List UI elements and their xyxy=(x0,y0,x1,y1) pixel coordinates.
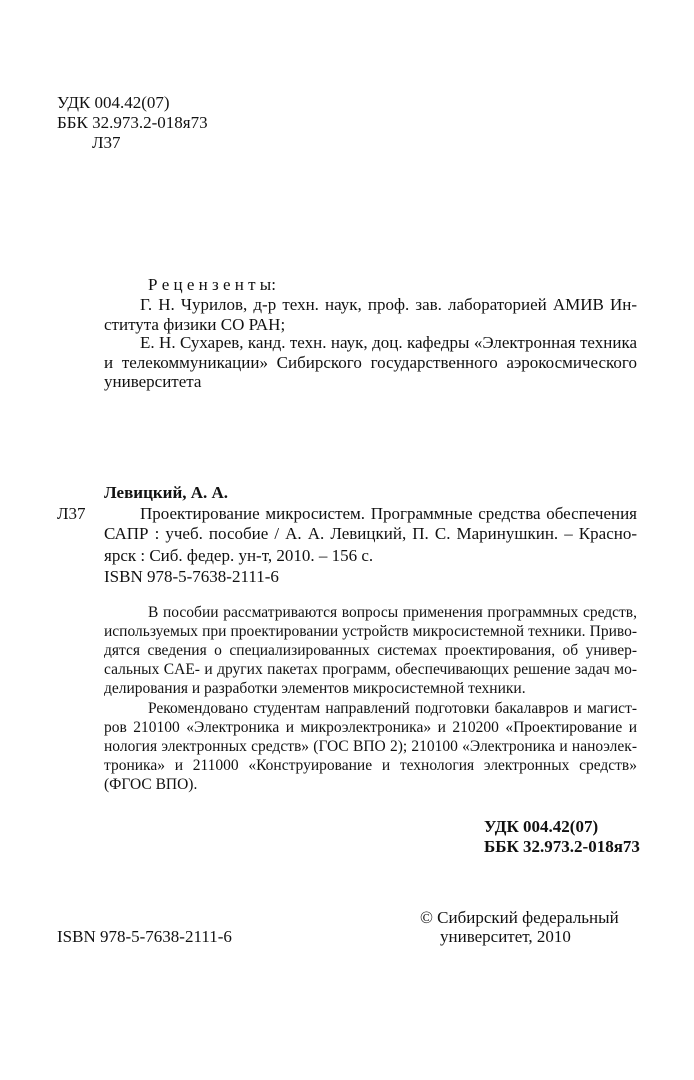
bib-line-2: САПР : учеб. пособие / А. А. Левицкий, П. С. Маринушкин. – Красно- xyxy=(104,524,637,543)
annotation-p1-line-1: В пособии рассматриваются вопросы применения программных средств, xyxy=(148,604,637,621)
bib-line-1: Проектирование микросистем. Программные средства обеспечения xyxy=(140,504,637,523)
annotation-p1-line-5: делирования и разработки элементов микросистемной техники. xyxy=(104,680,526,697)
annotation-p2-line-2: ров 210100 «Электроника и микроэлектроника» и 210200 «Проектирование и xyxy=(104,719,637,736)
bbk-code-top: ББК 32.973.2-018я73 xyxy=(57,113,208,132)
reviewer-2-line-2: и телекоммуникации» Сибирского государственного аэрокосмического xyxy=(104,353,637,372)
annotation-p2-line-3: нология электронных средств» (ГОС ВПО 2); 210100 «Электроника и наноэлек- xyxy=(104,738,637,755)
reviewer-2-line-1: Е. Н. Сухарев, канд. техн. наук, доц. кафедры «Электронная техника xyxy=(140,333,637,352)
udk-code-top: УДК 004.42(07) xyxy=(57,93,170,112)
bbk-code-bottom: ББК 32.973.2-018я73 xyxy=(484,837,640,856)
reviewer-1-line-2: ститута физики СО РАН; xyxy=(104,315,286,334)
udk-code-bottom: УДК 004.42(07) xyxy=(484,817,599,836)
annotation-p2-line-4: троника» и 211000 «Конструирование и технология электронных средств» xyxy=(104,757,637,774)
annotation-p1-line-4: сальных CAE- и других пакетах программ, обеспечивающих решение задач мо- xyxy=(104,661,637,678)
annotation-p2-line-1: Рекомендовано студентам направлений подготовки бакалавров и магист- xyxy=(148,700,637,717)
reviewers-heading: Р е ц е н з е н т ы: xyxy=(148,275,276,294)
copyright-line-2: университет, 2010 xyxy=(440,927,571,946)
reviewer-1-line-1: Г. Н. Чурилов, д-р техн. наук, проф. зав. лабораторией АМИВ Ин- xyxy=(140,295,637,314)
copyright-line-1: © Сибирский федеральный xyxy=(420,908,619,927)
author-mark-top: Л37 xyxy=(92,133,121,152)
bib-isbn: ISBN 978-5-7638-2111-6 xyxy=(104,567,279,586)
book-author: Левицкий, А. А. xyxy=(104,483,229,502)
annotation-p1-line-2: используемых при проектировании устройств микросистемной техники. Приво- xyxy=(104,623,637,640)
annotation-p1-line-3: дятся сведения о специализированных системах проектирования, об универ- xyxy=(104,642,637,659)
bib-line-3: ярск : Сиб. федер. ун-т, 2010. – 156 с. xyxy=(104,546,374,565)
annotation-p2-line-5: (ФГОС ВПО). xyxy=(104,776,198,793)
reviewer-2-line-3: университета xyxy=(104,372,202,391)
footer-isbn: ISBN 978-5-7638-2111-6 xyxy=(57,927,232,946)
author-mark: Л37 xyxy=(57,504,86,523)
